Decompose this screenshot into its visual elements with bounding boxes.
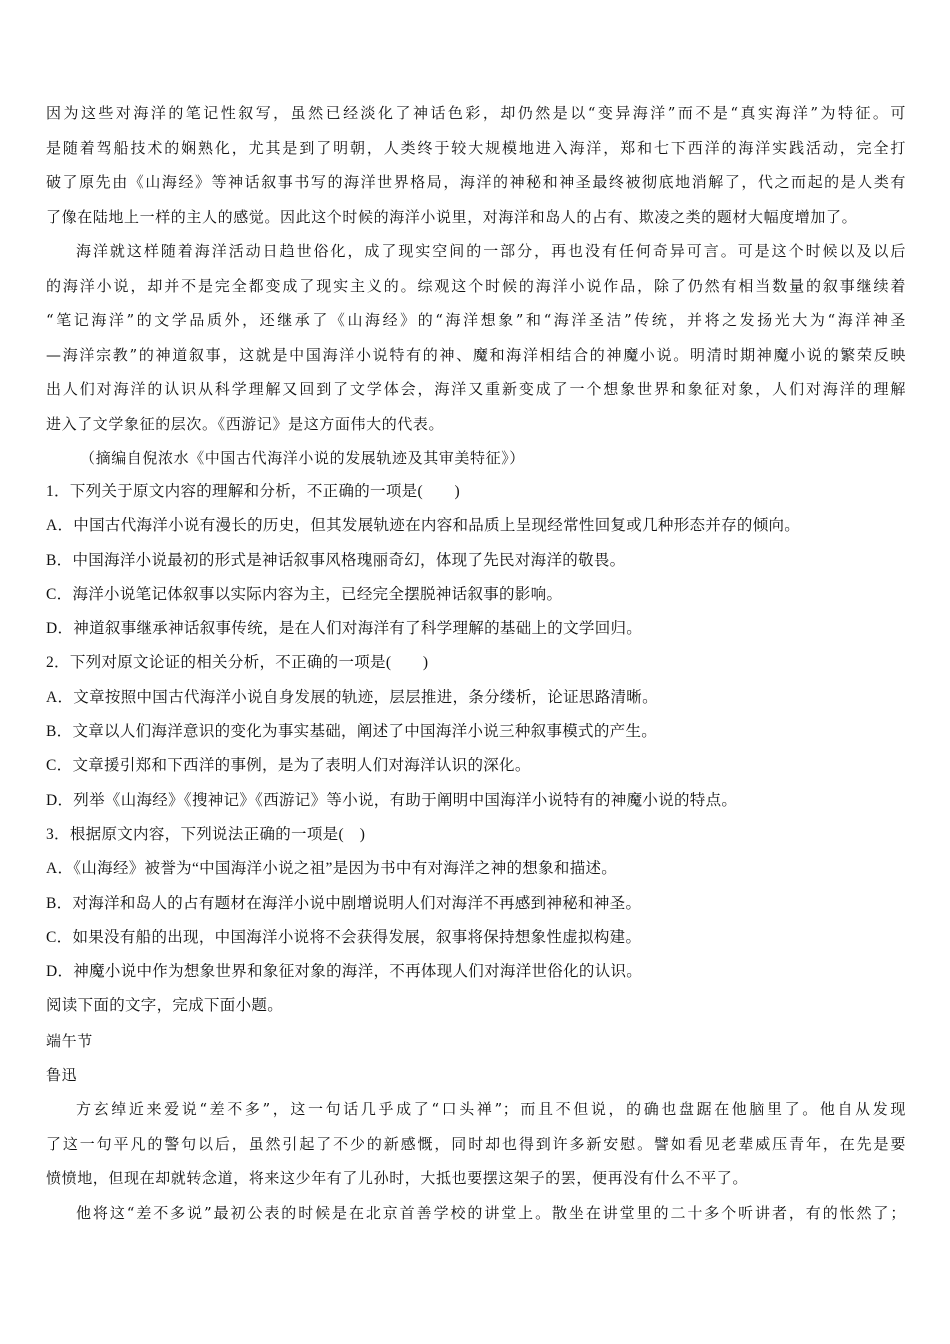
option-c: C．海洋小说笔记体叙事以实际内容为主，已经完全摆脱神话叙事的影响。 xyxy=(46,585,563,603)
question-stem: 3．根据原文内容，下列说法正确的一项是( ) xyxy=(46,825,366,843)
passage2-para1 xyxy=(46,1092,906,1196)
text-line: 海洋就这样随着海洋活动日趋世俗化，成了现实空间的一部分，再也没有任何奇异可言。可是这个时候以及以后 xyxy=(76,242,906,260)
question-stem: 2．下列对原文论证的相关分析，不正确的一项是( ) xyxy=(46,654,429,672)
question-3 xyxy=(46,818,906,989)
option-d: D．神魔小说中作为想象世界和象征对象的海洋，不再体现人们对海洋世俗化的认识。 xyxy=(46,963,643,981)
source-citation: （摘编自倪浓水《中国古代海洋小说的发展轨迹及其审美特征》） xyxy=(80,449,525,467)
passage1-para2 xyxy=(46,234,906,441)
text-line: 进入了文学象征的层次。《西游记》是这方面伟大的代表。 xyxy=(46,414,445,433)
option-d: D．神道叙事继承神话叙事传统，是在人们对海洋有了科学理解的基础上的文学回归。 xyxy=(46,620,643,638)
text-line: 破了原先由《山海经》等神话叙事书写的海洋世界格局，海洋的神秘和神圣最终被彻底地消解了，代之而起的是人类有 xyxy=(46,173,906,191)
reading-instruction: 阅读下面的文字，完成下面小题。 xyxy=(46,997,284,1015)
text-line: 是随着驾船技术的娴熟化，尤其是到了明朝，人类终于较大规模地进入海洋，郑和七下西洋的海洋实践活动，完全打 xyxy=(46,138,906,157)
question-1 xyxy=(46,475,906,646)
text-line: “笔记海洋”的文学品质外，还继承了《山海经》的“海洋想象”和“海洋圣洁”传统，并将之发扬光大为“海洋神圣 xyxy=(46,311,906,329)
text-line: 了这一句平凡的警句以后，虽然引起了不少的新感慨，同时却也得到许多新安慰。譬如看见老辈威压青年，在先是要 xyxy=(46,1134,906,1153)
text-line: 愤愤地，但现在却就转念道，将来这少年有了儿孙时，大抵也要摆这架子的罢，便再没有什么不平了。 xyxy=(46,1169,749,1188)
option-c: C．文章援引郑和下西洋的事例，是为了表明人们对海洋认识的深化。 xyxy=(46,757,531,775)
option-b: B．文章以人们海洋意识的变化为事实基础，阐述了中国海洋小说三种叙事模式的产生。 xyxy=(46,723,658,741)
text-line: 因为这些对海洋的笔记性叙写，虽然已经淡化了神话色彩，却仍然是以“变异海洋”而不是“真实海洋”为特征。可 xyxy=(46,104,906,122)
option-a: A．《山海经》被誉为“中国海洋小说之祖”是因为书中有对海洋之神的想象和描述。 xyxy=(46,860,618,878)
option-b: B．对海洋和岛人的占有题材在海洋小说中剧增说明人们对海洋不再感到神秘和神圣。 xyxy=(46,894,642,912)
option-a: A．文章按照中国古代海洋小说自身发展的轨迹，层层推进，条分缕析，论证思路清晰。 xyxy=(46,688,658,706)
text-line: —海洋宗教”的神道叙事，这就是中国海洋小说特有的神、魔和海洋相结合的神魔小说。明清时期神魔小说的繁荣反映 xyxy=(46,345,906,364)
question-stem: 1．下列关于原文内容的理解和分析，不正确的一项是( ) xyxy=(46,483,460,500)
passage2-para2 xyxy=(46,1196,906,1231)
document-page xyxy=(46,96,906,1230)
text-line: 出人们对海洋的认识从科学理解又回到了文学体会，海洋又重新变成了一个想象世界和象征对象，人们对海洋的理解 xyxy=(46,380,906,398)
text-line: 方玄绰近来爱说“差不多”，这一句话几乎成了“口头禅”；而且不但说，的确也盘踞在他脑里了。他自从发现 xyxy=(76,1100,906,1119)
option-b: B．中国海洋小说最初的形式是神话叙事风格瑰丽奇幻，体现了先民对海洋的敬畏。 xyxy=(46,551,626,569)
story-author: 鲁迅 xyxy=(46,1066,78,1085)
text-line: 了像在陆地上一样的主人的感觉。因此这个时候的海洋小说里，对海洋和岛人的占有、欺凌之类的题材大幅度增加了。 xyxy=(46,207,858,226)
option-d: D．列举《山海经》《搜神记》《西游记》等小说，有助于阐明中国海洋小说特有的神魔小说的特点。 xyxy=(46,791,738,809)
text-line: 的海洋小说，却并不是完全都变成了现实主义的。综观这个时候的海洋小说作品，除了仍然有相当数量的叙事继续着 xyxy=(46,276,906,295)
passage1-para1 xyxy=(46,96,906,234)
option-c: C．如果没有船的出现，中国海洋小说将不会获得发展，叙事将保持想象性虚拟构建。 xyxy=(46,928,642,946)
option-a: A．中国古代海洋小说有漫长的历史，但其发展轨迹在内容和品质上呈现经常性回复或几种形态并存的倾向。 xyxy=(46,517,801,535)
story-title: 端午节 xyxy=(46,1031,93,1050)
text-line: 他将这“差不多说”最初公表的时候是在北京首善学校的讲堂上。散坐在讲堂里的二十多个听讲者，有的怅然了； xyxy=(76,1203,906,1222)
question-2 xyxy=(46,646,906,817)
